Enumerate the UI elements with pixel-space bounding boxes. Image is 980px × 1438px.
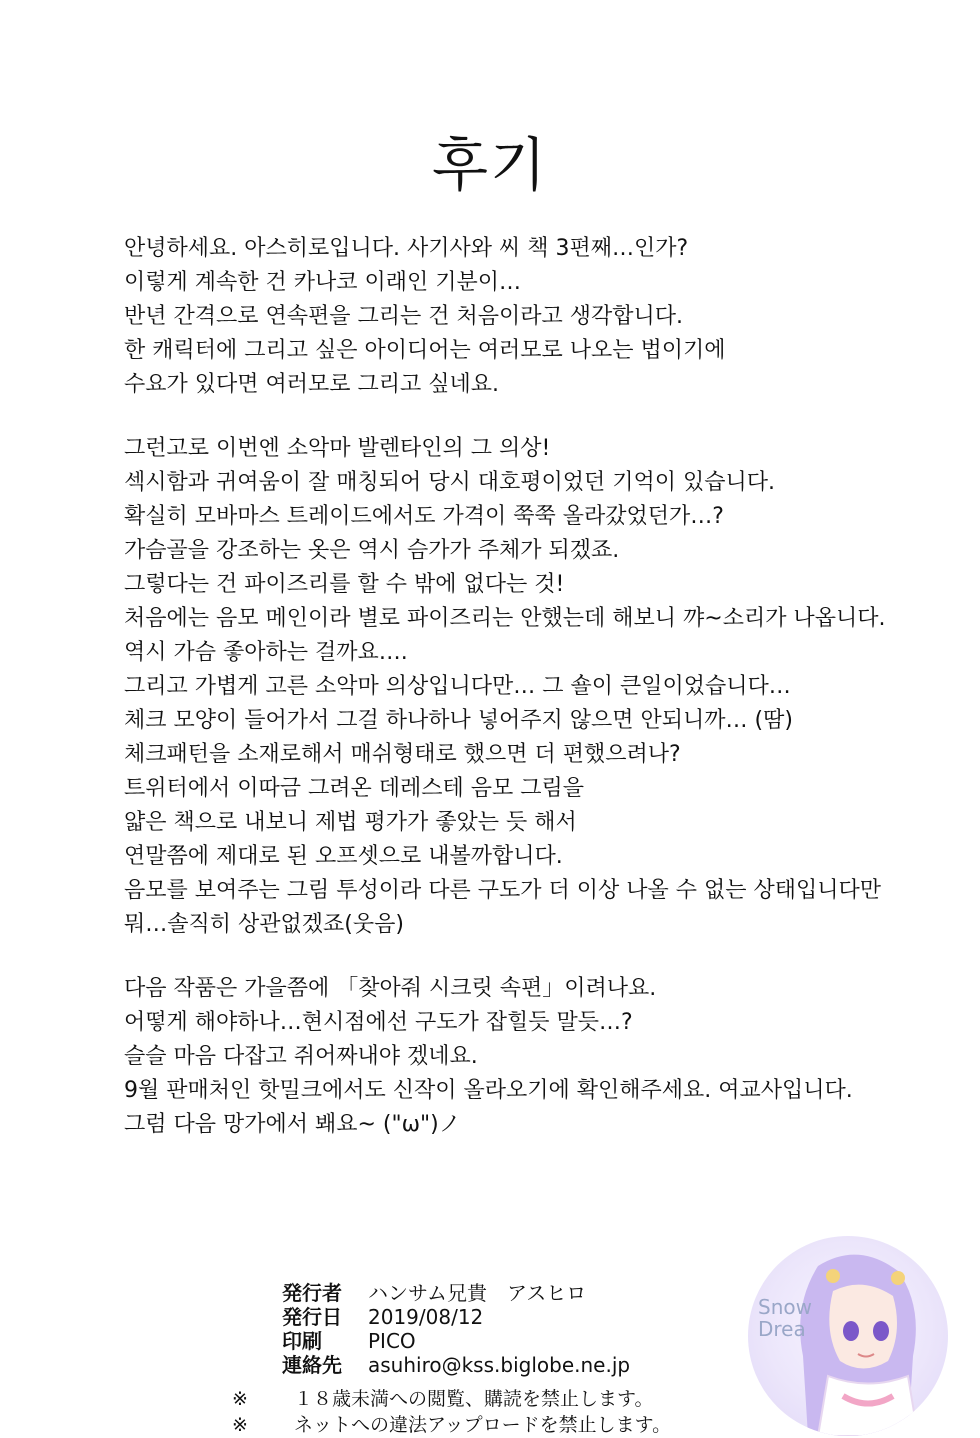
text-line: 음모를 보여주는 그림 투성이라 다른 구도가 더 이상 나올 수 없는 상태입니다만 — [124, 878, 881, 903]
text-line: 반년 간격으로 연속편을 그리는 건 처음이라고 생각합니다. — [124, 304, 684, 329]
text-line: 확실히 모바마스 트레이드에서도 가격이 쭉쭉 올라갔었던가…? — [124, 504, 724, 529]
text-line: 9월 판매처인 핫밀크에서도 신작이 올라오기에 확인해주세요. 여교사입니다. — [124, 1078, 853, 1103]
text-line: 체크 모양이 들어가서 그걸 하나하나 넣어주지 않으면 안되니까… (땀) — [124, 708, 793, 733]
text-line: 얇은 책으로 내보니 제법 평가가 좋았는 듯 해서 — [124, 810, 577, 835]
text-line: 트위터에서 이따금 그려온 데레스테 음모 그림을 — [124, 776, 585, 801]
text-line: 뭐…솔직히 상관없겠죠(웃음) — [124, 912, 404, 937]
notice-text: １８歳未満への閲覧、購読を禁止します。 — [294, 1388, 654, 1410]
badge-label-line: Snow — [758, 1295, 812, 1319]
text-line: 다음 작품은 가을쯤에 「찾아줘 시크릿 속편」이려나요. — [124, 976, 657, 1001]
colophon-row-date — [282, 1305, 630, 1329]
text-line: 그렇다는 건 파이즈리를 할 수 밖에 없다는 것! — [124, 572, 565, 597]
text-line: 어떻게 해야하나…현시점에선 구도가 잡힐듯 말듯…? — [124, 1010, 633, 1035]
badge-label — [758, 1296, 812, 1340]
text-line: 가슴골을 강조하는 옷은 역시 슴가가 주체가 되겠죠. — [124, 538, 620, 563]
badge-label-line: Drea — [758, 1317, 806, 1341]
text-line: 그럼 다음 망가에서 봬요~ ("ω")ノ — [124, 1112, 461, 1137]
reference-mark: ※ — [232, 1388, 248, 1410]
text-line: 연말쯤에 제대로 된 오프셋으로 내볼까합니다. — [124, 844, 563, 869]
colophon-key: 発行者 — [282, 1281, 342, 1305]
contact-email: asuhiro@kss.biglobe.ne.jp — [368, 1353, 631, 1377]
colophon-value: ハンサム兄貴 アスヒロ — [368, 1281, 587, 1305]
text-line: 이렇게 계속한 건 카나코 이래인 기분이… — [124, 270, 521, 295]
text-line: 슬슬 마음 다잡고 쥐어짜내야 겠네요. — [124, 1044, 478, 1069]
text-line: 안녕하세요. 아스히로입니다. 사기사와 씨 책 3편째…인가? — [124, 236, 689, 261]
notice-row — [232, 1412, 671, 1438]
text-line: 섹시함과 귀여움이 잘 매칭되어 당시 대호평이었던 기억이 있습니다. — [124, 470, 776, 495]
colophon-row-printer — [282, 1329, 630, 1353]
colophon-row-contact — [282, 1353, 630, 1377]
notice-text: ネットへの違法アップロードを禁止します。 — [294, 1414, 672, 1436]
colophon-value: PICO — [368, 1329, 416, 1353]
colophon-key: 印刷 — [282, 1329, 322, 1353]
colophon-key: 発行日 — [282, 1305, 342, 1329]
colophon-key: 連絡先 — [282, 1353, 342, 1377]
text-line: 처음에는 음모 메인이라 별로 파이즈리는 안했는데 해보니 꺄~소리가 나옵니다. — [124, 606, 886, 631]
text-line: 그런고로 이번엔 소악마 발렌타인의 그 의상! — [124, 436, 551, 461]
colophon-value: 2019/08/12 — [368, 1305, 484, 1329]
text-line: 그리고 가볍게 고른 소악마 의상입니다만… 그 숄이 큰일이었습니다… — [124, 674, 791, 699]
text-line: 한 캐릭터에 그리고 싶은 아이디어는 여러모로 나오는 법이기에 — [124, 338, 726, 363]
text-line: 수요가 있다면 여러모로 그리고 싶네요. — [124, 372, 499, 397]
notices — [232, 1386, 671, 1438]
paragraph — [124, 232, 864, 402]
text-line: 체크패턴을 소재로해서 매쉬형태로 했으면 더 편했으려나? — [124, 742, 681, 767]
paragraph — [124, 432, 886, 942]
colophon-row-publisher — [282, 1281, 630, 1305]
colophon — [282, 1281, 630, 1377]
text-line: 역시 가슴 좋아하는 걸까요…. — [124, 640, 408, 665]
notice-row — [232, 1386, 671, 1412]
circle-logo-badge — [748, 1236, 948, 1436]
afterword-body — [124, 232, 886, 1172]
reference-mark: ※ — [232, 1414, 248, 1436]
afterword-title: 후기 — [431, 131, 549, 199]
paragraph — [124, 972, 864, 1142]
